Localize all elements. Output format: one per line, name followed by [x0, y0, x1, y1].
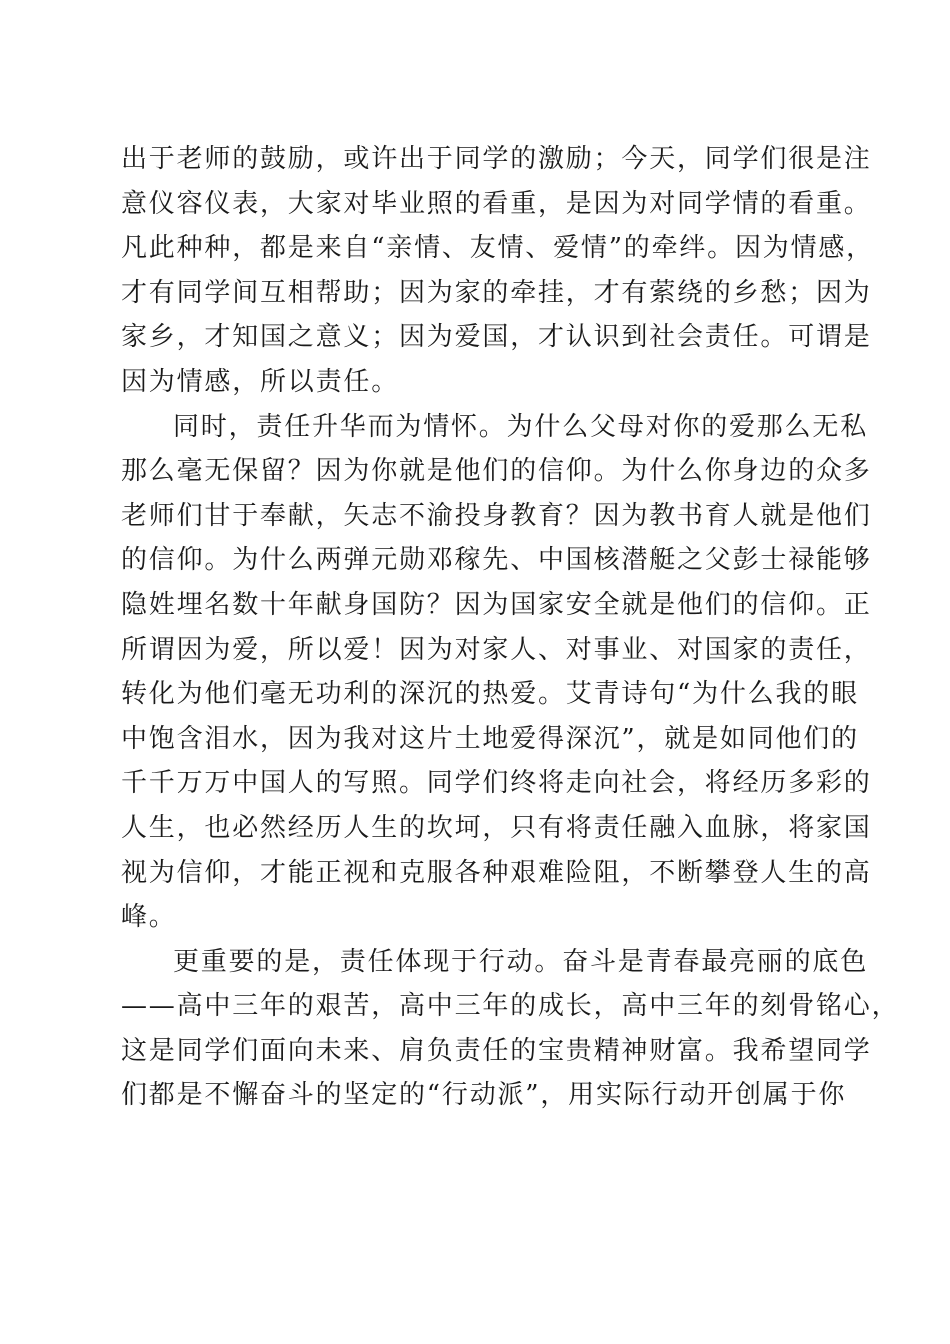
text-line: 们都是不懈奋斗的坚定的“行动派”，用实际行动开创属于你 — [121, 1080, 847, 1111]
text-line: 人生，也必然经历人生的坎坷，只有将责任融入血脉，将家国 — [121, 812, 872, 843]
text-line: 转化为他们毫无功利的深沉的热爱。艾青诗句“为什么我的眼 — [121, 679, 859, 710]
text-line: 意仪容仪表，大家对毕业照的看重，是因为对同学情的看重。 — [121, 188, 872, 219]
paragraph-first-line: 更重要的是，责任体现于行动。奋斗是青春最亮丽的底色 — [173, 946, 869, 977]
text-line: 中饱含泪水，因为我对这片土地爱得深沉”，就是如同他们的 — [121, 723, 859, 754]
text-line: 千千万万中国人的写照。同学们终将走向社会，将经历多彩的 — [121, 768, 872, 799]
text-line: 的信仰。为什么两弹元勋邓稼先、中国核潜艇之父彭士禄能够 — [121, 545, 872, 576]
text-line: 出于老师的鼓励，或许出于同学的激励；今天，同学们很是注 — [121, 144, 872, 174]
text-line: 才有同学间互相帮助；因为家的牵挂，才有萦绕的乡愁；因为 — [121, 277, 872, 308]
text-line: 家乡，才知国之意义；因为爱国，才认识到社会责任。可谓是 — [121, 322, 872, 353]
text-line: 老师们甘于奉献，矢志不渝投身教育？因为教书育人就是他们 — [121, 500, 872, 531]
paragraph-end-line: 因为情感，所以责任。 — [121, 366, 400, 397]
text-line: 隐姓埋名数十年献身国防？因为国家安全就是他们的信仰。正 — [121, 589, 872, 620]
text-line: ——高中三年的艰苦，高中三年的成长，高中三年的刻骨铭心， — [121, 991, 900, 1022]
text-line: 这是同学们面向未来、肩负责任的宝贵精神财富。我希望同学 — [121, 1035, 872, 1066]
paragraph-first-line: 同时，责任升华而为情怀。为什么父母对你的爱那么无私 — [173, 411, 869, 442]
text-line: 那么毫无保留？因为你就是他们的信仰。为什么你身边的众多 — [121, 456, 872, 487]
document-body — [121, 137, 900, 1118]
text-line: 所谓因为爱，所以爱！因为对家人、对事业、对国家的责任， — [121, 634, 872, 665]
paragraph-end-line: 峰。 — [121, 902, 177, 933]
text-line: 凡此种种，都是来自“亲情、友情、爱情”的牵绊。因为情感， — [121, 233, 874, 264]
text-line: 视为信仰，才能正视和克服各种艰难险阻，不断攀登人生的高 — [121, 857, 872, 888]
